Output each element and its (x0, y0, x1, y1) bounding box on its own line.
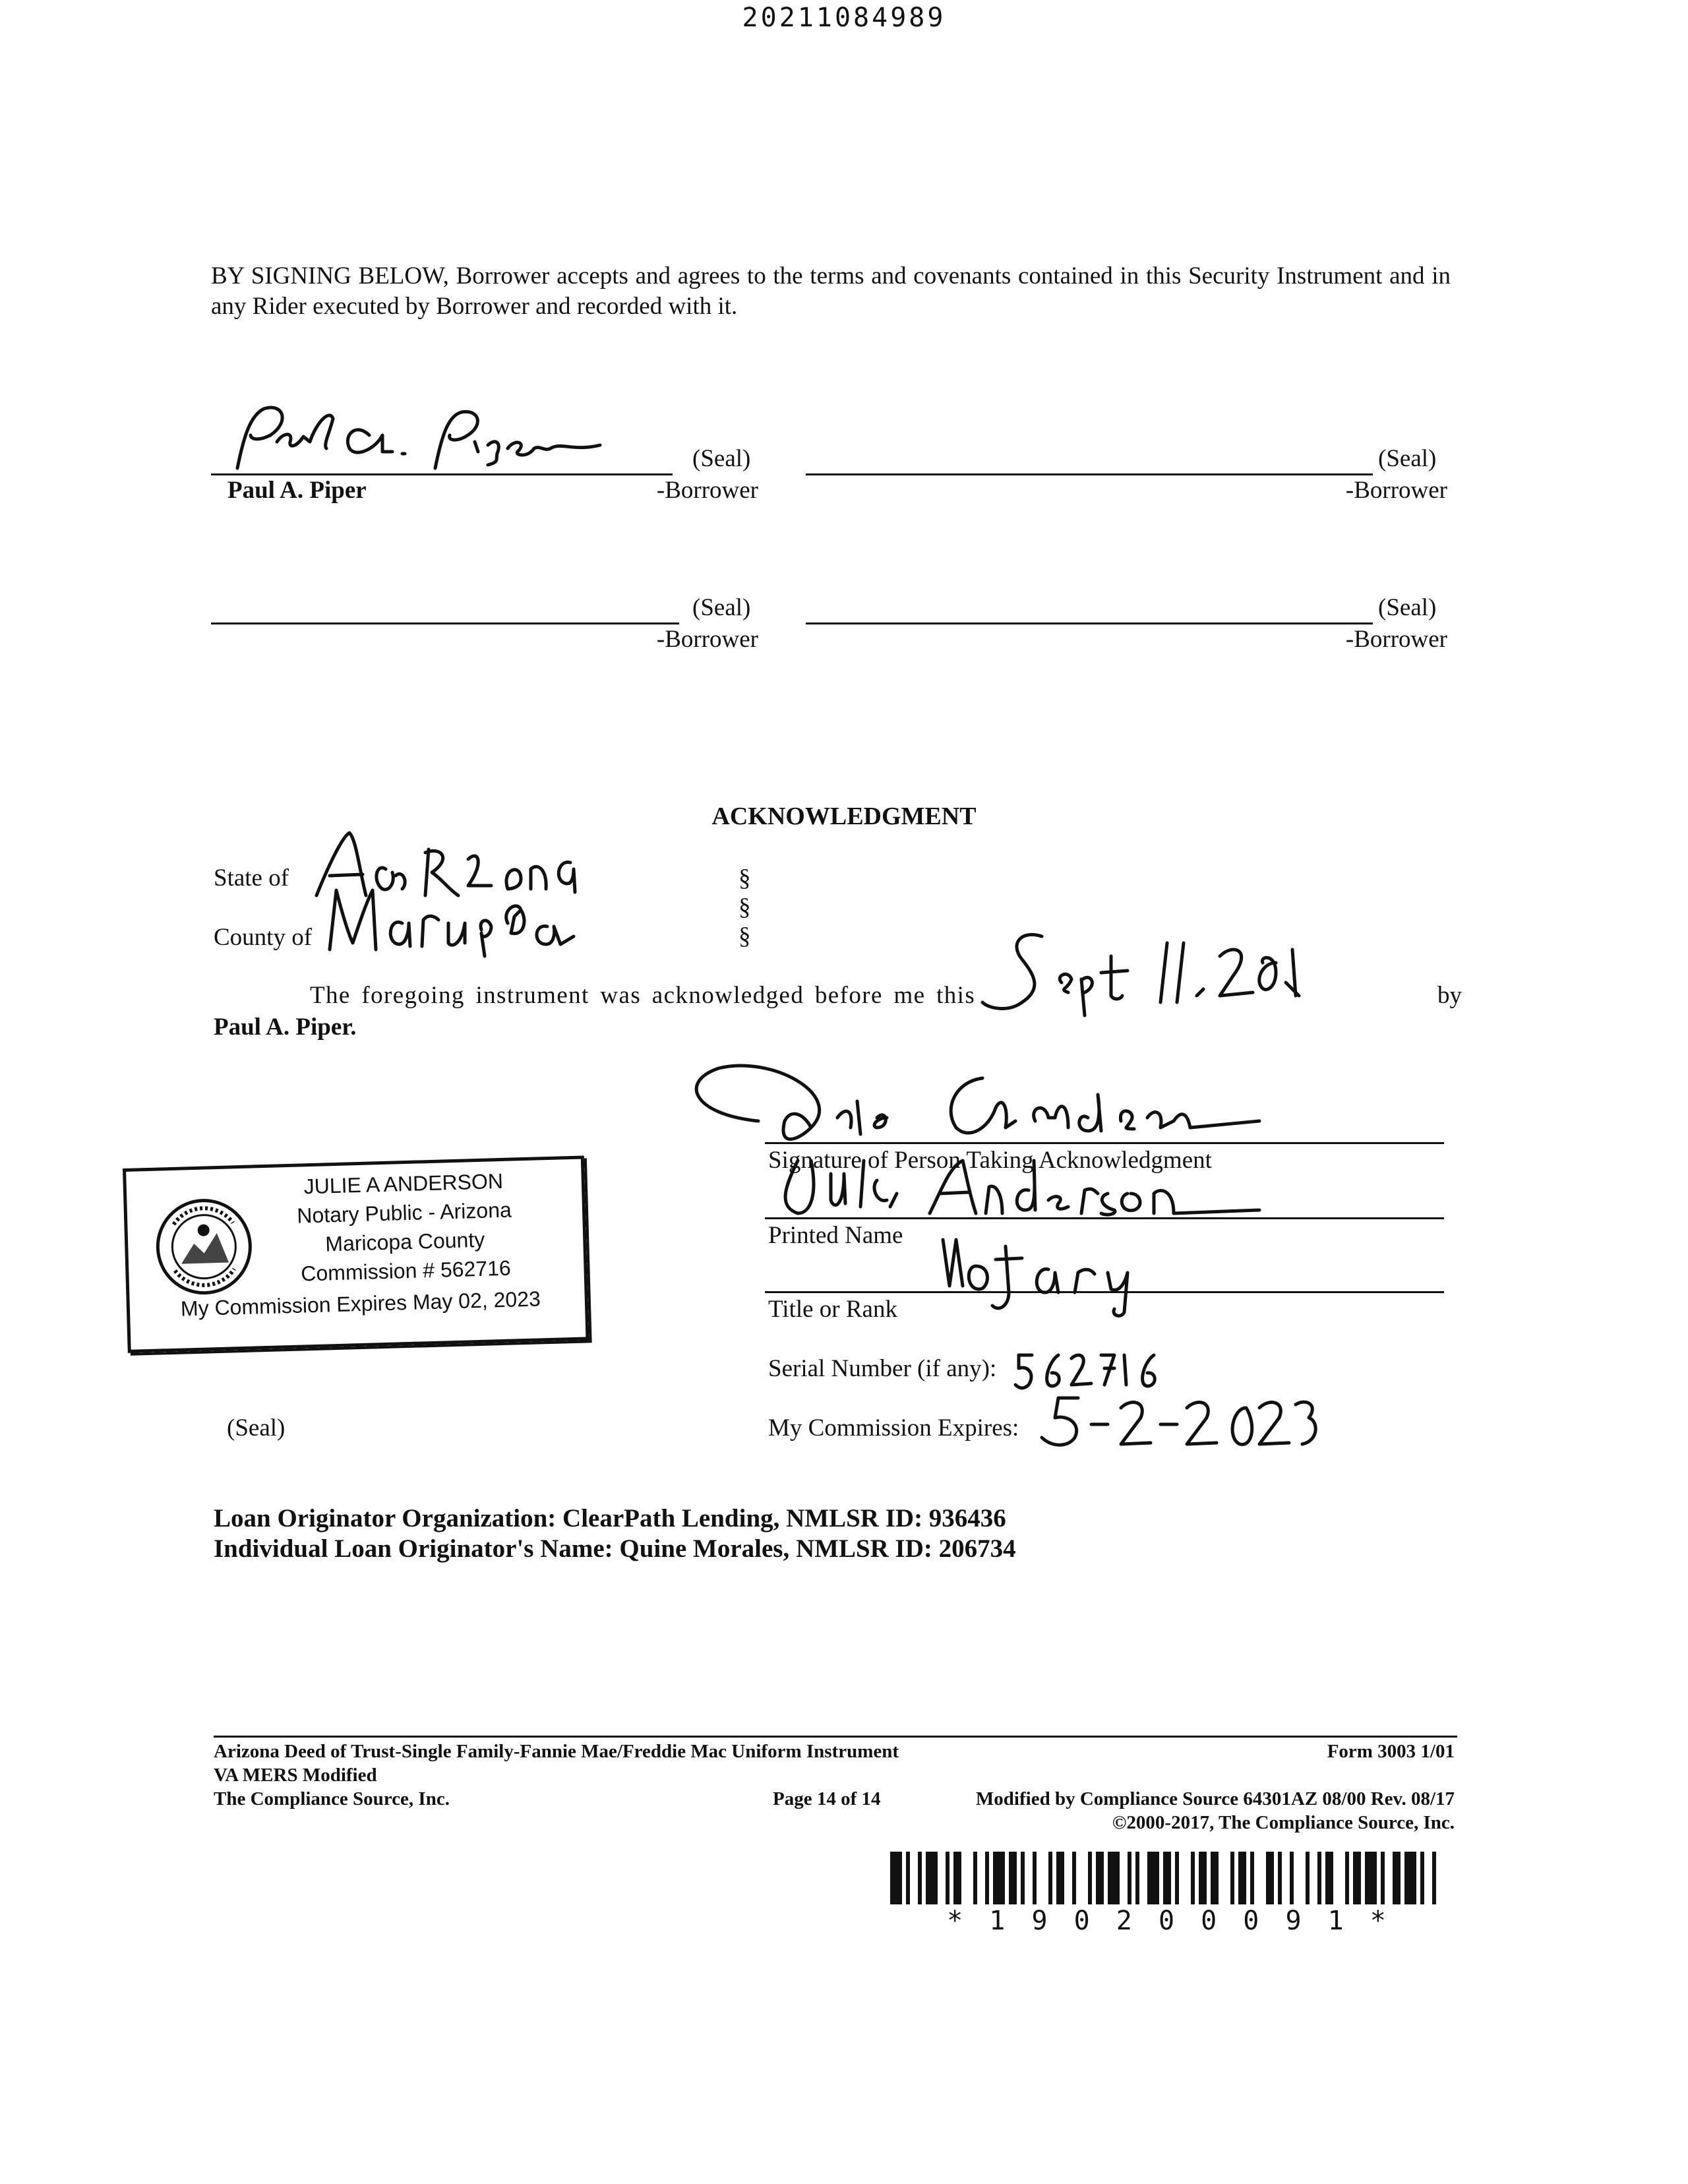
printed-name-line (765, 1217, 1444, 1219)
barcode-bar (1436, 1852, 1448, 1904)
by-label: by (1437, 982, 1462, 1009)
borrower-role-3: -Borrower (656, 626, 758, 653)
stamp-line-5: My Commission Expires May 02, 2023 (180, 1287, 541, 1321)
borrower-role-4: -Borrower (1345, 626, 1447, 653)
title-line (765, 1291, 1444, 1293)
barcode-bar (1353, 1852, 1361, 1904)
date-handwritten (982, 923, 1312, 1022)
footer-rule (214, 1736, 1457, 1738)
borrower-name-1: Paul A. Piper (227, 477, 367, 504)
section-symbol-1: § (738, 864, 751, 892)
seal-label-notary: (Seal) (227, 1414, 286, 1441)
intro-paragraph: BY SIGNING BELOW, Borrower accepts and agrees to the terms and covenants contained in this Security Instrument and in any Rider executed by Borrower and recorded with it. (211, 262, 1451, 320)
borrower-signature (218, 396, 626, 481)
borrower-role-1: -Borrower (656, 477, 758, 504)
barcode-bar (1310, 1852, 1317, 1904)
notary-stamp (123, 1155, 589, 1352)
barcode-bar (1163, 1852, 1171, 1904)
stamp-line-3: Maricopa County (324, 1227, 485, 1256)
notary-signature (679, 1055, 1312, 1161)
acknowledgment-heading: ACKNOWLEDGMENT (711, 803, 977, 830)
signature-line-1 (211, 473, 673, 475)
section-symbol-3: § (738, 923, 751, 950)
barcode-bar (953, 1852, 961, 1904)
barcode-bar (1254, 1852, 1266, 1904)
footer-page: Page 14 of 14 (773, 1788, 881, 1809)
signature-line-2 (806, 473, 1373, 475)
barcode-bar (1199, 1852, 1207, 1904)
barcode-bar (1025, 1852, 1033, 1904)
barcode-bar (1096, 1852, 1104, 1904)
barcode-bar (1147, 1852, 1159, 1904)
stamp-line-4: Commission # 562716 (300, 1256, 512, 1286)
foregoing-text: The foregoing instrument was acknowledged before me this (310, 982, 976, 1009)
originator-individual: Individual Loan Originator's Name: Quine Morales, NMLSR ID: 206734 (214, 1534, 1016, 1563)
printed-name-label: Printed Name (768, 1222, 903, 1249)
barcode-bar (1076, 1852, 1088, 1904)
originator-org: Loan Originator Organization: ClearPath Lending, NMLSR ID: 936436 (214, 1504, 1006, 1532)
barcode-bar (1238, 1852, 1246, 1904)
barcode-bar (1266, 1852, 1274, 1904)
seal-label-3: (Seal) (692, 594, 751, 621)
acknowledged-person: Paul A. Piper. (214, 1014, 357, 1041)
seal-label-2: (Seal) (1378, 445, 1437, 472)
stamp-name: JULIE A ANDERSON (303, 1168, 504, 1199)
state-label: State of (214, 864, 289, 892)
footer-modified: Modified by Compliance Source 64301AZ 08/00 Rev. 08/17 (975, 1788, 1455, 1809)
barcode-bar (1056, 1852, 1064, 1904)
footer-form-number: Form 3003 1/01 (1327, 1741, 1455, 1762)
arizona-state-seal-icon (153, 1196, 255, 1298)
barcode-bar (890, 1852, 902, 1904)
borrower-role-2: -Borrower (1345, 477, 1447, 504)
barcode-bar (1404, 1852, 1416, 1904)
footer-company: The Compliance Source, Inc. (214, 1788, 450, 1809)
barcode (890, 1852, 1448, 1904)
section-symbol-2: § (738, 894, 751, 921)
barcode-bar (1294, 1852, 1306, 1904)
seal-label-1: (Seal) (692, 445, 751, 472)
barcode-bar (1139, 1852, 1147, 1904)
barcode-bar (1108, 1852, 1120, 1904)
barcode-bar (1333, 1852, 1345, 1904)
county-label: County of (214, 924, 313, 951)
expires-label: My Commission Expires: (768, 1414, 1019, 1441)
printed-name-handwritten (758, 1147, 1273, 1227)
barcode-bar (1385, 1852, 1393, 1904)
barcode-bar (1120, 1852, 1128, 1904)
notary-signature-line (765, 1142, 1444, 1144)
barcode-bar (1179, 1852, 1191, 1904)
barcode-bar (1424, 1852, 1432, 1904)
title-handwritten (936, 1227, 1200, 1319)
barcode-bar (938, 1852, 946, 1904)
barcode-bar (1219, 1852, 1230, 1904)
county-handwritten (323, 870, 587, 956)
stamp-line-2: Notary Public - Arizona (296, 1198, 512, 1228)
footer-line-2: VA MERS Modified (214, 1765, 377, 1786)
footer-form-title: Arizona Deed of Trust-Single Family-Fannie Mae/Freddie Mac Uniform Instrument (214, 1741, 899, 1762)
serial-label: Serial Number (if any): (768, 1355, 997, 1382)
barcode-bar (977, 1852, 985, 1904)
barcode-bar (1064, 1852, 1072, 1904)
serial-handwritten (1015, 1345, 1174, 1398)
footer-copyright: ©2000-2017, The Compliance Source, Inc. (1112, 1812, 1455, 1833)
barcode-bar (1037, 1852, 1048, 1904)
barcode-bar (910, 1852, 918, 1904)
signature-label: Signature of Person Taking Acknowledgment (768, 1147, 1212, 1174)
barcode-bar (926, 1852, 938, 1904)
signature-line-3 (211, 622, 679, 624)
recording-number: 20211084989 (742, 3, 946, 33)
seal-label-4: (Seal) (1378, 594, 1437, 621)
barcode-text: * 1 9 0 2 0 0 0 9 1 * (947, 1906, 1391, 1936)
barcode-bar (1393, 1852, 1401, 1904)
expires-handwritten (1042, 1391, 1319, 1457)
barcode-bar (993, 1852, 1005, 1904)
title-label: Title or Rank (768, 1296, 897, 1323)
barcode-bar (1009, 1852, 1017, 1904)
barcode-bar (1282, 1852, 1290, 1904)
barcode-bar (1325, 1852, 1333, 1904)
barcode-bar (1365, 1852, 1377, 1904)
signature-line-4 (806, 622, 1373, 624)
barcode-bar (1211, 1852, 1219, 1904)
barcode-bar (961, 1852, 973, 1904)
